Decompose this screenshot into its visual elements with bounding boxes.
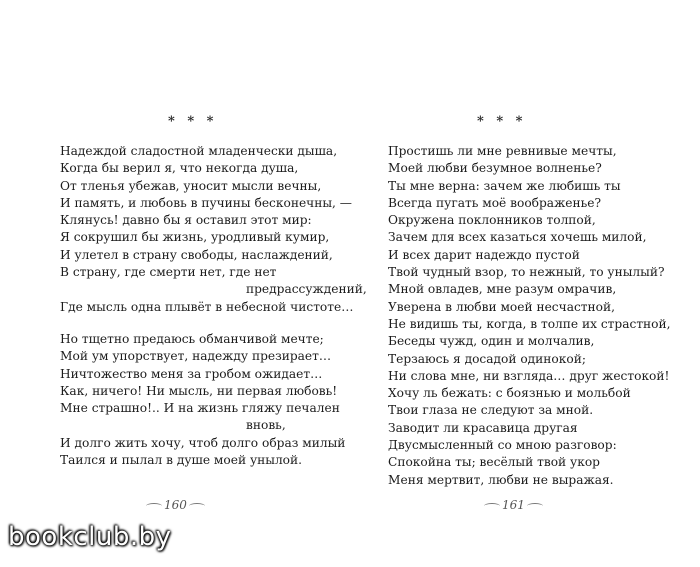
poem-line: Таился и пылал в душе моей унылой. bbox=[60, 453, 303, 468]
ornament-right bbox=[527, 503, 543, 509]
poem-line: Ни слова мне, ни взгляда… друг жестокой! bbox=[388, 368, 670, 383]
poem-line: От тленья убежав, уносит мысли вечны, bbox=[60, 178, 322, 193]
ornament-left bbox=[484, 503, 500, 509]
stanza-break bbox=[60, 316, 367, 331]
poem-line: В страну, где смерти нет, где нет bbox=[60, 265, 277, 280]
section-stars: * * * bbox=[477, 114, 527, 129]
poem-line: вновь, bbox=[246, 418, 286, 433]
page-number bbox=[482, 498, 545, 512]
poem-line: Мной овладев, мне разум омрачив, bbox=[388, 282, 617, 297]
ornament-right bbox=[189, 503, 205, 509]
poem-line: Где мысль одна плывёт в небесной чистоте… bbox=[60, 299, 354, 314]
poem-line: Всегда пугать моё воображенье? bbox=[388, 195, 601, 210]
page-number-text: 160 bbox=[164, 498, 187, 512]
poem-line: И улетел в страну свободы, наслаждений, bbox=[60, 247, 333, 262]
poem-line: Ты мне верна: зачем же любишь ты bbox=[388, 178, 621, 193]
poem-line: Уверена в любви моей несчастной, bbox=[388, 299, 615, 314]
poem-line: Как, ничего! Ни мысль, ни первая любовь! bbox=[60, 383, 338, 398]
watermark-logo: bookclub.by bbox=[8, 522, 172, 552]
poem-line: Твой чудный взор, то нежный, то унылый? bbox=[388, 265, 665, 280]
poem-line: Моей любви безумное волненье? bbox=[388, 161, 602, 176]
poem-line: Меня мертвит, любви не выражая. bbox=[388, 472, 614, 487]
poem-text bbox=[388, 143, 671, 489]
section-stars: * * * bbox=[168, 114, 218, 129]
poem-line: Терзаюсь я досадой одинокой; bbox=[388, 351, 586, 366]
poem-line: И память, и любовь в пучины бесконечны, — bbox=[60, 195, 352, 210]
poem-line: Ничтожество меня за гробом ожидает… bbox=[60, 366, 323, 381]
poem-line: Надеждой сладостной младенчески дыша, bbox=[60, 144, 338, 158]
poem-line: Заводит ли красавица другая bbox=[388, 420, 578, 435]
poem-line: Двусмысленный со мною разговор: bbox=[388, 438, 617, 453]
poem-line: Мне страшно!.. И на жизнь гляжу печален bbox=[60, 401, 340, 416]
poem-text bbox=[60, 143, 367, 469]
poem-line: Спокойна ты; весёлый твой укор bbox=[388, 455, 600, 470]
poem-line: Окружена поклонников толпой, bbox=[388, 213, 596, 228]
poem-line: Зачем для всех казаться хочешь милой, bbox=[388, 230, 647, 245]
ornament-left bbox=[146, 503, 162, 509]
poem-line: Когда бы верил я, что некогда душа, bbox=[60, 161, 299, 176]
poem-line: И долго жить хочу, чтоб долго образ милый bbox=[60, 435, 346, 450]
page-number-text: 161 bbox=[502, 498, 525, 512]
poem-line: Хочу ль бежать: с боязнью и мольбой bbox=[388, 386, 631, 401]
poem-line: предрассуждений, bbox=[246, 282, 367, 297]
poem-line: И всех дарит надеждо пустой bbox=[388, 247, 580, 262]
poem-line: Беседы чужд, один и молчалив, bbox=[388, 334, 595, 349]
poem-line: Простишь ли мне ревнивые мечты, bbox=[388, 144, 617, 158]
right-page bbox=[350, 0, 700, 567]
page-number bbox=[144, 498, 207, 512]
poem-line: Клянусь! давно бы я оставил этот мир: bbox=[60, 213, 312, 228]
poem-line: Но тщетно предаюсь обманчивой мечте; bbox=[60, 331, 324, 346]
poem-line: Твои глаза не следуют за мной. bbox=[388, 403, 594, 418]
poem-line: Мой ум упорствует, надежду презирает… bbox=[60, 349, 332, 364]
poem-line: Я сокрушил бы жизнь, уродливый кумир, bbox=[60, 230, 330, 245]
poem-line: Не видишь ты, когда, в толпе их страстной, bbox=[388, 316, 671, 331]
